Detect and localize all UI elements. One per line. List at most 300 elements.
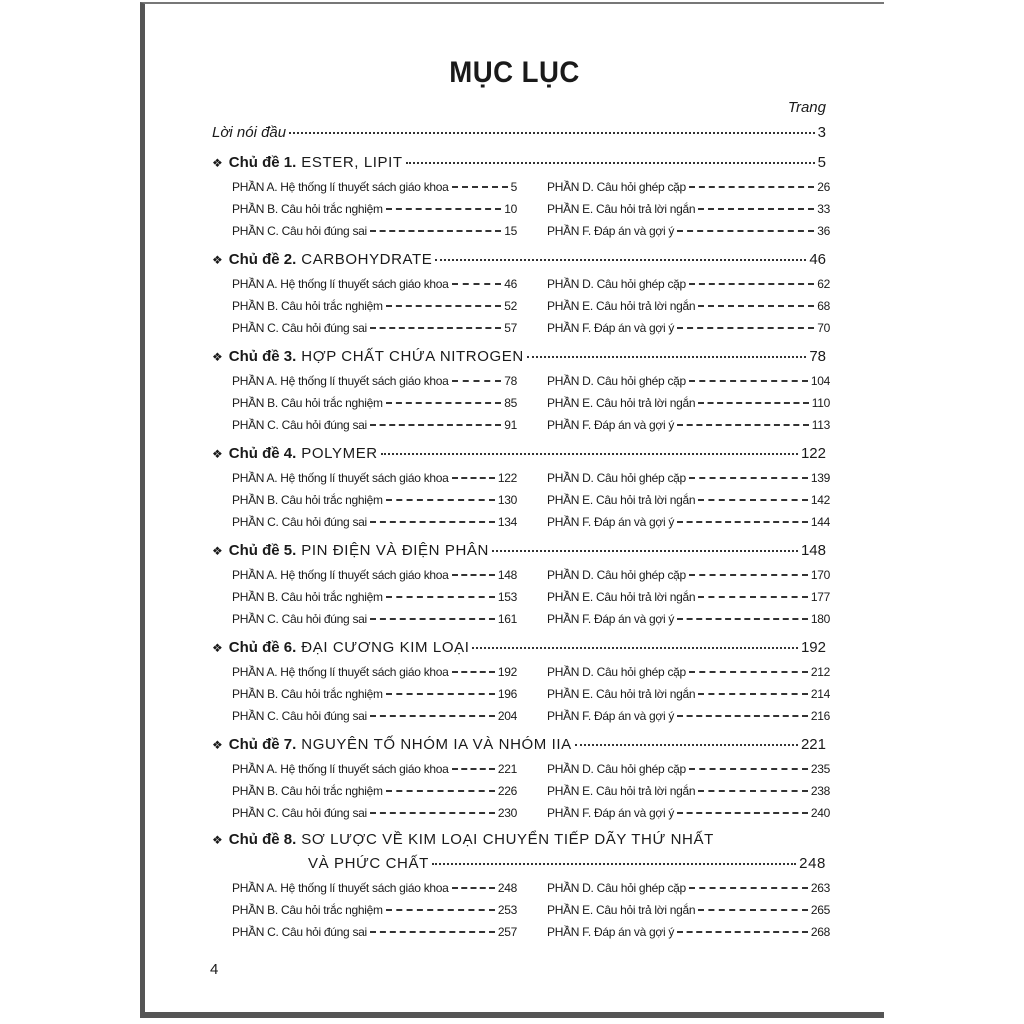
topic-prefix-text: Chủ đề: [228, 445, 280, 462]
toc-part-entry[interactable]: [547, 903, 830, 917]
part-page: 177: [810, 590, 830, 604]
part-label: Câu hỏi ghép cặp: [596, 374, 686, 388]
part-prefix: PHẦN F.: [547, 806, 591, 820]
part-prefix: PHẦN D.: [547, 471, 594, 485]
toc-part-entry[interactable]: [547, 612, 830, 626]
part-page: 62: [817, 277, 830, 291]
toc-part-entry[interactable]: [232, 881, 517, 895]
toc-topic-2[interactable]: [212, 251, 826, 268]
topic-page: 122: [800, 445, 826, 462]
toc-part-entry[interactable]: [232, 687, 517, 701]
part-prefix: PHẦN A.: [232, 180, 278, 194]
part-label: Câu hỏi ghép cặp: [596, 665, 686, 679]
part-page: 142: [810, 493, 830, 507]
diamond-bullet-icon: ❖: [212, 253, 223, 267]
topic-name: ĐẠI CƯƠNG KIM LOẠI: [301, 639, 470, 656]
part-page: 91: [504, 418, 517, 432]
part-prefix: PHẦN E.: [547, 784, 593, 798]
part-prefix: PHẦN B.: [232, 784, 278, 798]
part-label: Câu hỏi ghép cặp: [596, 881, 686, 895]
dash-leader: [370, 931, 495, 933]
dot-leader: [472, 647, 798, 649]
toc-part-entry[interactable]: [232, 180, 517, 194]
dash-leader: [698, 596, 808, 598]
topic-page: 192: [800, 639, 826, 656]
part-page: 110: [811, 396, 830, 410]
topic-prefix: [229, 348, 297, 365]
part-prefix: PHẦN E.: [547, 687, 593, 701]
toc-part-entry[interactable]: [547, 374, 830, 388]
part-page: 230: [497, 806, 517, 820]
part-prefix: PHẦN B.: [232, 493, 278, 507]
topic-number: 1.: [283, 154, 297, 171]
part-label: Hệ thống lí thuyết sách giáo khoa: [280, 762, 449, 776]
toc-part-entry[interactable]: [232, 784, 517, 798]
dash-leader: [698, 909, 808, 911]
dash-leader: [698, 693, 808, 695]
topic-prefix: [229, 639, 297, 656]
part-prefix: PHẦN F.: [547, 321, 591, 335]
dash-leader: [370, 230, 501, 232]
dash-leader: [452, 887, 495, 889]
toc-part-entry[interactable]: [232, 374, 517, 388]
topic-number: 3.: [283, 348, 297, 365]
dash-leader: [452, 380, 502, 382]
dash-leader: [452, 477, 495, 479]
part-label: Đáp án và gợi ý: [593, 612, 675, 626]
part-label: Đáp án và gợi ý: [593, 224, 675, 238]
dash-leader: [452, 186, 508, 188]
dash-leader: [386, 790, 495, 792]
part-page: 240: [810, 806, 830, 820]
part-label: Câu hỏi trắc nghiệm: [280, 396, 383, 410]
part-label: Câu hỏi đúng sai: [281, 321, 367, 335]
toc-part-entry[interactable]: [547, 321, 830, 335]
toc-topic-5[interactable]: [212, 542, 826, 559]
toc-entry-page: 3: [817, 124, 826, 141]
part-label: Đáp án và gợi ý: [593, 418, 675, 432]
dot-leader: [432, 863, 796, 865]
topic-page: 46: [809, 251, 826, 268]
toc-part-entry[interactable]: [547, 762, 830, 776]
dash-leader: [689, 186, 814, 188]
dash-leader: [386, 402, 502, 404]
part-prefix: PHẦN B.: [232, 202, 278, 216]
dash-leader: [386, 596, 495, 598]
dash-leader: [370, 618, 495, 620]
toc-part-entry[interactable]: [232, 806, 517, 820]
toc-topic-8[interactable]: [212, 831, 826, 848]
part-prefix: PHẦN A.: [232, 881, 278, 895]
part-label: Câu hỏi ghép cặp: [596, 277, 686, 291]
toc-part-entry[interactable]: [232, 224, 517, 238]
topic-prefix: [229, 542, 297, 559]
topic-prefix: [229, 445, 297, 462]
topic-prefix-text: Chủ đề: [228, 251, 280, 268]
topic-name: CARBOHYDRATE: [301, 251, 433, 268]
page-title: MỤC LỤC: [449, 56, 580, 89]
part-label: Câu hỏi trả lời ngắn: [595, 202, 696, 216]
part-prefix: PHẦN F.: [547, 515, 591, 529]
toc-part-entry[interactable]: [232, 515, 517, 529]
topic-prefix: [229, 251, 297, 268]
part-label: Hệ thống lí thuyết sách giáo khoa: [280, 180, 449, 194]
part-label: Câu hỏi trắc nghiệm: [280, 903, 383, 917]
part-page: 161: [497, 612, 517, 626]
part-label: Câu hỏi đúng sai: [281, 925, 367, 939]
part-label: Câu hỏi trắc nghiệm: [280, 590, 383, 604]
part-prefix: PHẦN A.: [232, 374, 278, 388]
part-page: 33: [817, 202, 830, 216]
dash-leader: [689, 887, 808, 889]
dash-leader: [677, 715, 808, 717]
part-prefix: PHẦN B.: [232, 903, 278, 917]
dot-leader: [381, 453, 798, 455]
topic-prefix-text: Chủ đề: [228, 639, 280, 656]
dash-leader: [698, 305, 814, 307]
part-page: 122: [497, 471, 517, 485]
part-page: 216: [810, 709, 830, 723]
part-prefix: PHẦN D.: [547, 374, 594, 388]
toc-topic-8-line2[interactable]: [308, 855, 826, 872]
part-prefix: PHẦN F.: [547, 709, 591, 723]
toc-part-entry[interactable]: [232, 665, 517, 679]
dot-leader: [492, 550, 798, 552]
part-label: Câu hỏi đúng sai: [281, 709, 367, 723]
toc-part-entry[interactable]: [547, 687, 830, 701]
topic-name: POLYMER: [301, 445, 378, 462]
toc-part-entry[interactable]: [232, 612, 517, 626]
part-label: Câu hỏi trả lời ngắn: [595, 396, 696, 410]
toc-part-entry[interactable]: [232, 396, 517, 410]
diamond-bullet-icon: ❖: [212, 350, 223, 364]
topic-page: 78: [809, 348, 826, 365]
dash-leader: [452, 283, 502, 285]
dash-leader: [689, 671, 808, 673]
toc-part-entry[interactable]: [547, 493, 830, 507]
part-label: Đáp án và gợi ý: [593, 806, 675, 820]
toc-part-entry[interactable]: [232, 590, 517, 604]
dash-leader: [689, 477, 808, 479]
dash-leader: [689, 768, 808, 770]
topic-number: 8.: [283, 831, 297, 848]
part-label: Câu hỏi trả lời ngắn: [595, 493, 696, 507]
part-page: 257: [497, 925, 517, 939]
toc-part-entry[interactable]: [232, 762, 517, 776]
part-page: 5: [510, 180, 517, 194]
toc-part-entry[interactable]: [232, 418, 517, 432]
dash-leader: [689, 380, 808, 382]
toc-part-entry[interactable]: [547, 471, 830, 485]
dash-leader: [677, 931, 808, 933]
part-page: 214: [810, 687, 830, 701]
part-label: Hệ thống lí thuyết sách giáo khoa: [280, 277, 449, 291]
toc-part-entry[interactable]: [547, 277, 830, 291]
part-page: 113: [811, 418, 830, 432]
topic-prefix-text: Chủ đề: [228, 831, 280, 848]
dash-leader: [677, 521, 808, 523]
dash-leader: [698, 790, 808, 792]
part-label: Hệ thống lí thuyết sách giáo khoa: [280, 471, 449, 485]
dash-leader: [386, 693, 495, 695]
part-page: 10: [504, 202, 517, 216]
topic-number: 7.: [283, 736, 297, 753]
toc-part-entry[interactable]: [547, 568, 830, 582]
toc-part-entry[interactable]: [547, 925, 830, 939]
part-prefix: PHẦN D.: [547, 180, 594, 194]
part-page: 15: [504, 224, 517, 238]
part-page: 70: [817, 321, 830, 335]
diamond-bullet-icon: ❖: [212, 544, 223, 558]
part-page: 78: [504, 374, 517, 388]
toc-entry-label: Lời nói đầu: [212, 124, 287, 141]
part-page: 238: [810, 784, 830, 798]
toc-part-entry[interactable]: [232, 925, 517, 939]
diamond-bullet-icon: ❖: [212, 641, 223, 655]
toc-part-entry[interactable]: [547, 396, 830, 410]
toc-topic-6[interactable]: [212, 639, 826, 656]
part-page: 265: [810, 903, 830, 917]
toc-topic-1[interactable]: [212, 154, 826, 171]
dash-leader: [677, 230, 814, 232]
part-label: Câu hỏi trả lời ngắn: [595, 903, 696, 917]
topic-page: 248: [799, 855, 826, 872]
part-page: 180: [810, 612, 830, 626]
toc-topic-3[interactable]: [212, 348, 826, 365]
toc-part-entry[interactable]: [232, 471, 517, 485]
part-prefix: PHẦN C.: [232, 612, 279, 626]
part-label: Đáp án và gợi ý: [593, 321, 675, 335]
part-prefix: PHẦN C.: [232, 224, 279, 238]
toc-part-entry[interactable]: [232, 202, 517, 216]
topic-prefix: [229, 154, 297, 171]
part-prefix: PHẦN F.: [547, 925, 591, 939]
part-prefix: PHẦN F.: [547, 224, 591, 238]
part-label: Câu hỏi ghép cặp: [596, 762, 686, 776]
topic-page: 5: [817, 154, 826, 171]
toc-topic-4[interactable]: [212, 445, 826, 462]
dot-leader: [406, 162, 815, 164]
dash-leader: [677, 424, 809, 426]
page-number: 4: [210, 961, 219, 978]
dash-leader: [677, 327, 814, 329]
part-label: Câu hỏi ghép cặp: [596, 471, 686, 485]
topic-name: PIN ĐIỆN VÀ ĐIỆN PHÂN: [301, 542, 489, 559]
part-page: 144: [810, 515, 830, 529]
dash-leader: [689, 283, 814, 285]
part-prefix: PHẦN D.: [547, 762, 594, 776]
part-label: Câu hỏi đúng sai: [281, 515, 367, 529]
dash-leader: [370, 327, 501, 329]
part-page: 253: [497, 903, 517, 917]
part-page: 36: [817, 224, 830, 238]
part-label: Hệ thống lí thuyết sách giáo khoa: [280, 568, 449, 582]
toc-part-entry[interactable]: [232, 299, 517, 313]
toc-topic-7[interactable]: [212, 736, 826, 753]
dash-leader: [698, 402, 809, 404]
part-label: Câu hỏi trắc nghiệm: [280, 687, 383, 701]
dash-leader: [698, 208, 814, 210]
part-page: 57: [504, 321, 517, 335]
part-prefix: PHẦN D.: [547, 277, 594, 291]
toc-part-entry[interactable]: [547, 202, 830, 216]
topic-name: NGUYÊN TỐ NHÓM IA VÀ NHÓM IIA: [301, 736, 572, 753]
part-label: Câu hỏi trả lời ngắn: [595, 590, 696, 604]
topic-number: 6.: [283, 639, 297, 656]
part-label: Câu hỏi đúng sai: [281, 418, 367, 432]
part-page: 148: [497, 568, 517, 582]
diamond-bullet-icon: ❖: [212, 738, 223, 752]
part-page: 46: [504, 277, 517, 291]
topic-number: 2.: [283, 251, 297, 268]
part-label: Câu hỏi ghép cặp: [596, 568, 686, 582]
part-prefix: PHẦN E.: [547, 299, 593, 313]
part-page: 85: [504, 396, 517, 410]
part-page: 204: [497, 709, 517, 723]
part-label: Câu hỏi trắc nghiệm: [280, 299, 383, 313]
dash-leader: [452, 768, 495, 770]
part-page: 221: [497, 762, 517, 776]
part-prefix: PHẦN E.: [547, 493, 593, 507]
part-label: Hệ thống lí thuyết sách giáo khoa: [280, 374, 449, 388]
dash-leader: [386, 305, 502, 307]
part-prefix: PHẦN B.: [232, 396, 278, 410]
topic-prefix-text: Chủ đề: [228, 348, 280, 365]
toc-part-entry[interactable]: [547, 299, 830, 313]
part-label: Câu hỏi trả lời ngắn: [595, 784, 696, 798]
toc-part-entry[interactable]: [547, 515, 830, 529]
part-prefix: PHẦN C.: [232, 418, 279, 432]
part-page: 104: [810, 374, 830, 388]
part-prefix: PHẦN D.: [547, 881, 594, 895]
part-label: Đáp án và gợi ý: [593, 515, 675, 529]
dot-leader: [527, 356, 807, 358]
toc-part-entry[interactable]: [547, 806, 830, 820]
dash-leader: [370, 424, 501, 426]
part-prefix: PHẦN B.: [232, 299, 278, 313]
part-page: 235: [810, 762, 830, 776]
topic-name: ESTER, LIPIT: [301, 154, 403, 171]
part-prefix: PHẦN C.: [232, 709, 279, 723]
part-prefix: PHẦN F.: [547, 612, 591, 626]
topic-number: 5.: [283, 542, 297, 559]
diamond-bullet-icon: ❖: [212, 833, 223, 847]
toc-part-entry[interactable]: [232, 277, 517, 291]
dot-leader: [575, 744, 798, 746]
topic-prefix: [229, 831, 297, 848]
topic-name: SƠ LƯỢC VỀ KIM LOẠI CHUYỂN TIẾP DÃY THỨ NHẤT: [301, 831, 714, 848]
part-label: Đáp án và gợi ý: [593, 925, 675, 939]
part-page: 248: [497, 881, 517, 895]
dash-leader: [370, 715, 495, 717]
part-page: 263: [810, 881, 830, 895]
part-page: 192: [497, 665, 517, 679]
part-page: 134: [497, 515, 517, 529]
part-prefix: PHẦN C.: [232, 515, 279, 529]
toc-part-entry[interactable]: [547, 665, 830, 679]
toc-part-entry[interactable]: [232, 709, 517, 723]
part-label: Câu hỏi trả lời ngắn: [595, 299, 696, 313]
part-prefix: PHẦN E.: [547, 202, 593, 216]
part-prefix: PHẦN C.: [232, 925, 279, 939]
topic-prefix-text: Chủ đề: [228, 542, 280, 559]
dot-leader: [435, 259, 806, 261]
dash-leader: [386, 909, 495, 911]
part-prefix: PHẦN A.: [232, 471, 278, 485]
dash-leader: [452, 574, 495, 576]
part-prefix: PHẦN B.: [232, 687, 278, 701]
toc-part-entry[interactable]: [232, 493, 517, 507]
toc-part-entry[interactable]: [547, 418, 830, 432]
topic-page: 221: [800, 736, 826, 753]
topic-prefix-text: Chủ đề: [228, 736, 280, 753]
dash-leader: [698, 499, 808, 501]
dash-leader: [689, 574, 808, 576]
toc-entry-intro[interactable]: [212, 124, 826, 141]
part-page: 226: [497, 784, 517, 798]
part-page: 212: [810, 665, 830, 679]
dot-leader: [289, 132, 815, 134]
part-prefix: PHẦN E.: [547, 396, 593, 410]
dash-leader: [452, 671, 495, 673]
dash-leader: [386, 208, 502, 210]
toc-part-entry[interactable]: [547, 224, 830, 238]
part-label: Đáp án và gợi ý: [593, 709, 675, 723]
part-label: Hệ thống lí thuyết sách giáo khoa: [280, 881, 449, 895]
part-prefix: PHẦN A.: [232, 665, 278, 679]
part-prefix: PHẦN F.: [547, 418, 591, 432]
part-page: 196: [497, 687, 517, 701]
topic-name-line2: VÀ PHỨC CHẤT: [308, 855, 429, 872]
toc-part-entry[interactable]: [547, 590, 830, 604]
part-prefix: PHẦN C.: [232, 321, 279, 335]
dash-leader: [370, 812, 495, 814]
topic-page: 148: [800, 542, 826, 559]
part-label: Hệ thống lí thuyết sách giáo khoa: [280, 665, 449, 679]
page-column-label: Trang: [787, 99, 826, 116]
topic-number: 4.: [283, 445, 297, 462]
part-label: Câu hỏi đúng sai: [281, 612, 367, 626]
part-prefix: PHẦN E.: [547, 903, 593, 917]
part-label: Câu hỏi đúng sai: [281, 224, 367, 238]
topic-name: HỢP CHẤT CHỨA NITROGEN: [301, 348, 524, 365]
part-page: 68: [817, 299, 830, 313]
part-page: 170: [810, 568, 830, 582]
part-label: Câu hỏi ghép cặp: [596, 180, 686, 194]
part-prefix: PHẦN D.: [547, 665, 594, 679]
toc-part-entry[interactable]: [232, 321, 517, 335]
toc-part-entry[interactable]: [547, 180, 830, 194]
part-page: 139: [810, 471, 830, 485]
toc-part-entry[interactable]: [547, 881, 830, 895]
part-label: Câu hỏi trắc nghiệm: [280, 493, 383, 507]
toc-part-entry[interactable]: [232, 568, 517, 582]
document-page: [140, 2, 884, 1018]
part-page: 153: [497, 590, 517, 604]
diamond-bullet-icon: ❖: [212, 447, 223, 461]
topic-prefix: [229, 736, 297, 753]
part-prefix: PHẦN A.: [232, 762, 278, 776]
toc-part-entry[interactable]: [547, 709, 830, 723]
part-prefix: PHẦN C.: [232, 806, 279, 820]
dash-leader: [386, 499, 495, 501]
toc-part-entry[interactable]: [232, 903, 517, 917]
part-page: 26: [817, 180, 830, 194]
part-label: Câu hỏi đúng sai: [281, 806, 367, 820]
part-prefix: PHẦN D.: [547, 568, 594, 582]
toc-part-entry[interactable]: [547, 784, 830, 798]
part-prefix: PHẦN A.: [232, 568, 278, 582]
